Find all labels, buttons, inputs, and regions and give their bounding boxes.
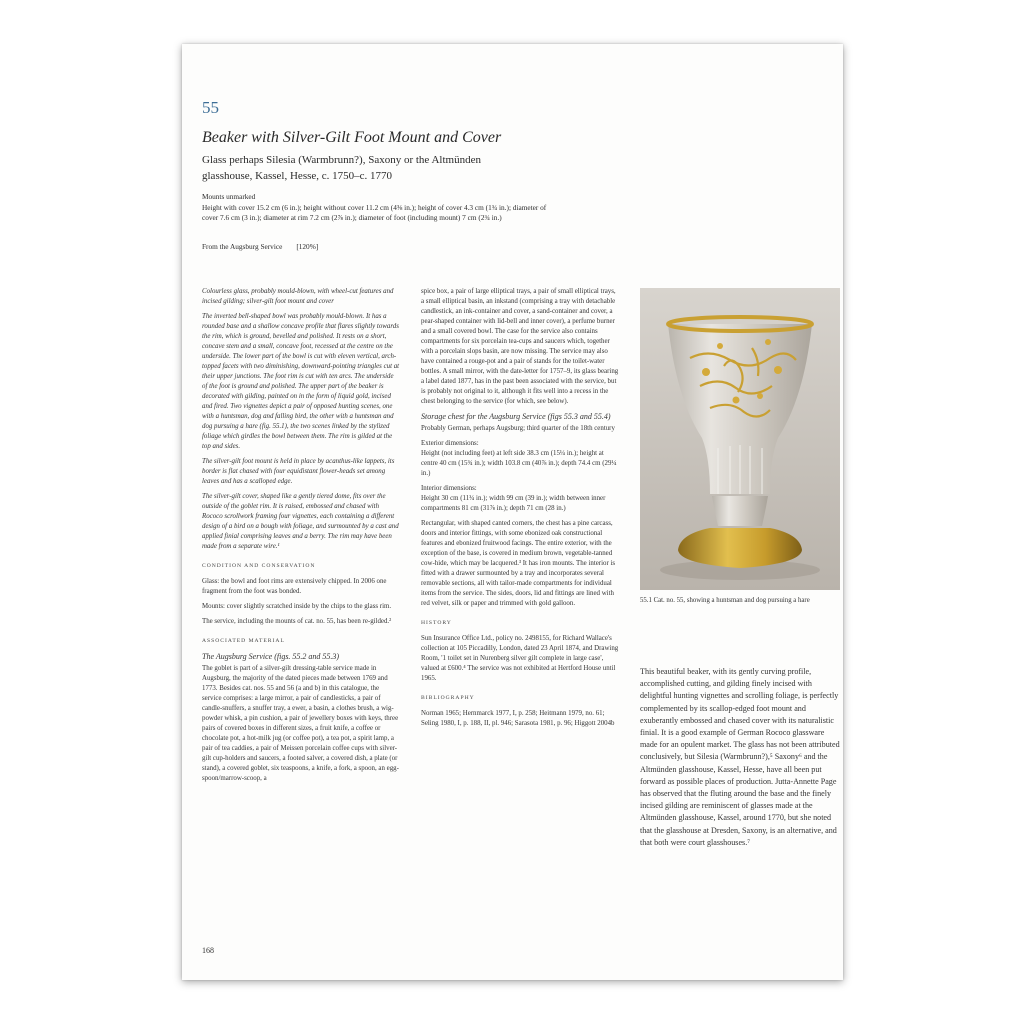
condition-mounts: Mounts: cover slightly scratched inside by the chips to the glass rim. (202, 603, 392, 610)
entry-title: Beaker with Silver-Gilt Foot Mount and Cover (202, 129, 502, 146)
catalogue-number: 55 (202, 98, 219, 117)
source-line (202, 242, 502, 251)
page-number: 168 (202, 946, 214, 955)
column-1 (202, 287, 400, 789)
condition-heading: CONDITION AND CONSERVATION (202, 563, 316, 569)
column-2 (421, 287, 619, 734)
associated-heading: ASSOCIATED MATERIAL (202, 638, 285, 644)
description-foot: The silver-gilt foot mount is held in place by acanthus-like lappets, its border is flat chased with four equidistant flower-heads set among leaves and has a scalloped edge. (202, 458, 395, 485)
entry-subtitle: Glass perhaps Silesia (Warmbrunn?), Saxony or the Altmünden glasshouse, Kassel, Hesse, c. 1750–c. 1770 (202, 154, 481, 182)
associated-text: The goblet is part of a silver-gilt dressing-table service made in Augsburg, the majority of the dated pieces made between 1769 and 1773. Besides cat. nos. 55 and 56 (a and b) in this catalogue, the service comprises: a large mirror, a pair of candlesticks, a pair of candle-snuffers, a snuffer tray, a ewer, a basin, a clothes brush, a wig-powder whisk, a pin cushion, a pair of jewellery boxes with keys, three pairs of covered boxes in different sizes, a fruit knife, a coffee or chocolate pot, a hot-milk jug (or coffee pot), a tea pot, a spirit lamp, a pair of tea caddies, a pair of Meissen porcelain coffee cups with silver-gilt cup-holders and saucers, a footed salver, a covered dish, a plate (or stand), a covered goblet, six teaspoons, a knife, a fork, a spoon, an egg-spoon/marrow-scoop, a (202, 665, 399, 782)
source-text: From the Augsburg Service (202, 242, 283, 251)
chest-description: Rectangular, with shaped canted corners, the chest has a pine carcass, doors and interior fittings, with some ebonized oak constructional features and ebonized fruitwood facings. The entire exterior, with the exception of the base, is covered in medium brown, vegetable-tanned cow-hide, which may be lacquered.³ It has iron mounts. The interior is fitted with a drawer surmounted by a tray and incorporates several removable sections, all with tailor-made compartments for individual items from the service. The sides, doors, lid and fittings are lined with red velvet, silk or paper and trimmed with gold galloon. (421, 520, 616, 607)
bibliography-heading: BIBLIOGRAPHY (421, 695, 475, 701)
scale-note: [120%] (296, 242, 319, 251)
description-bowl: The inverted bell-shaped bowl was probably mould-blown. It has a rounded base and a shallow concave profile that flares slightly towards the rim, which is ground, bevelled and polished. It rests on a short, concave stem and a small, concave foot, recessed at the centre on the underside. The lower part of the bowl is cut with eleven vertical, arch-topped facets with two diminishing, downward-pointing triangles cut at their upper junctions. The foot rim is cut with ten arcs. The underside of the foot is ground and polished. The upper part of the beaker is decorated with gilding, painted on in the form of liquid gold, incised and fired. Two vignettes depict a pair of opposed hunting scenes, one with a huntsman, dog and falling bird, the other with a huntsman and dog pursuing a hare (fig. 55.1), the two scenes linked by the stylized foliage which girdles the bowl between them. The rim is gilded at the top and sides. (202, 313, 400, 450)
beaker-illustration (640, 288, 840, 590)
chest-heading: Storage chest for the Augsburg Service (figs 55.3 and 55.4) (421, 412, 611, 421)
column-3 (640, 666, 840, 854)
marks-line: Mounts unmarked (202, 192, 256, 201)
interior-dimensions: Height 30 cm (11¾ in.); width 99 cm (39 in.); width between inner compartments 81 cm (31⅞ in.); depth 71 cm (28 in.) (421, 495, 606, 512)
exterior-dimensions: Height (not including feet) at left side 38.3 cm (15¼ in.); height at centre 40 cm (15¾ in.); width 103.8 cm (40⅞ in.); depth 74.4 cm (29¼ in.) (421, 450, 617, 477)
associated-subheading: The Augsburg Service (figs. 55.2 and 55.3) (202, 652, 340, 661)
catalogue-page (182, 44, 843, 980)
condition-glass: Glass: the bowl and foot rims are extensively chipped. In 2006 one fragment from the foot was bonded. (202, 578, 387, 595)
beaker-photo (640, 288, 840, 590)
chest-origin: Probably German, perhaps Augsburg; third quarter of the 18th century (421, 425, 615, 432)
dimensions-line: Height with cover 15.2 cm (6 in.); height without cover 11.2 cm (4⅜ in.); height of cover 4.3 cm (1¾ in.); diameter of cover 7.6 cm (3 in.); diameter at rim 7.2 cm (2⅞ in.); diameter of foot (including mount) 7 cm (2¾ in.) (202, 202, 547, 222)
foot-mount (678, 528, 802, 568)
figure-caption: 55.1 Cat. no. 55, showing a huntsman and dog pursuing a hare (640, 597, 810, 604)
description-cover: The silver-gilt cover, shaped like a gently tiered dome, fits over the outside of the goblet rim. It is raised, embossed and chased with Rococo scrollwork framing four vignettes, each containing a different design of a bird on a bough with foliage, and surmounted by a cast and applied finial comprising leaves and a berry. The rim may have been made from a separate wire.¹ (202, 493, 399, 550)
entry-metadata (202, 192, 562, 224)
interior-label: Interior dimensions: (421, 485, 477, 492)
history-text: Sun Insurance Office Ltd., policy no. 2498155, for Richard Wallace's collection at 105 Piccadilly, London, dated 23 April 1874, and Drawing Room, '1 toilet set in Nurenberg silver gilt complete in large case', valued at £600.⁴ The service was not exhibited at Hertford House until 1965. (421, 635, 619, 682)
commentary-text: This beautiful beaker, with its gently curving profile, accomplished cutting, and gilding finely incised with delightful hunting vignettes and scrolling foliage, is perfectly complemented by its scallop-edged foot mount and exuberantly embossed and chased cover with its naturalistic finial. It is a good example of German Rococo glassware made for an opulent market. The glass has not been attributed conclusively, but Silesia (Warmbrunn?),⁵ Saxony⁶ and the Altmünden glasshouse, Kassel, Hesse, have all been put forward as possible places of production. Jutta-Annette Page has observed that the fluting around the base and the finely incised gilding are reminiscent of glasses made at the Altmünden glasshouse, Kassel, around 1770, but she noted that the glasshouse at Dresden, Saxony, is an alternative, and that both were court glasshouses.⁷ (640, 667, 840, 847)
bibliography-text: Norman 1965; Hernmarck 1977, I, p. 258; Heitmann 1979, no. 61; Seling 1980, I, p. 188, II, pl. 946; Sarasota 1981, p. 96; Higgott 2004b (421, 710, 615, 727)
glass-stem (712, 496, 768, 526)
service-continued: spice box, a pair of large elliptical trays, a pair of small elliptical trays, a small elliptical basin, an inkstand (comprising a tray with detachable candlestick, an ink-container and cover, a sand-container and cover, a pear-shaped container with lid-bell and inner cover), a perfume burner and a small covered bowl. The case for the service also contains compartments for six porcelain tea-cups and saucers which, together with a porcelain slops basin, are now missing. The service may also have contained a rouge-pot and a pair of stands for the toilet-water bottles. A small mirror, with the date-letter for 1757–9, its glass bearing a label dated 1877, has in the past been associated with the service, but is probably not original to it, although it fits well into a recess in the chest belonging to the service (for which, see below). (421, 288, 619, 405)
history-heading: HISTORY (421, 620, 452, 626)
material-intro: Colourless glass, probably mould-blown, with wheel-cut features and incised gilding; silver-gilt foot mount and cover (202, 288, 394, 305)
condition-service: The service, including the mounts of cat. no. 55, has been re-gilded.² (202, 618, 392, 625)
exterior-label: Exterior dimensions: (421, 440, 479, 447)
